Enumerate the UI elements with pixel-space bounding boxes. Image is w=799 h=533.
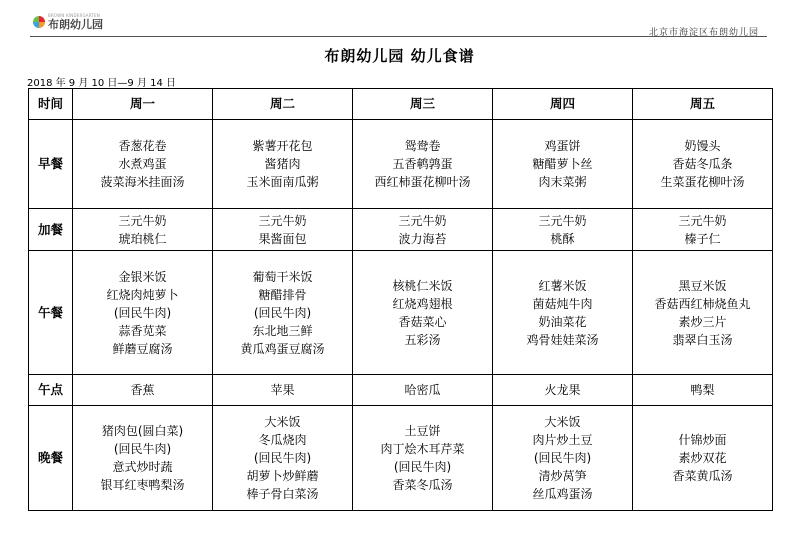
dish-item: 苹果 (270, 383, 295, 397)
dish-item: 哈密瓜 (404, 383, 441, 397)
menu-cell (353, 375, 493, 406)
dish-item: 奶馒头 (684, 139, 721, 153)
meal-label: 加餐 (29, 209, 73, 251)
dish-item: 冬瓜烧肉 (258, 433, 307, 447)
day-header-friday: 周五 (633, 89, 773, 120)
dish-item: (回民牛肉) (253, 305, 312, 320)
dish-item: 鸳鸯卷 (404, 139, 441, 153)
dish-item: 三元牛奶 (258, 213, 307, 228)
dish-item: 五香鹌鹑蛋 (392, 157, 453, 171)
dish-item: 火龙果 (544, 383, 581, 397)
menu-cell (353, 251, 493, 375)
menu-cell (633, 120, 773, 209)
page-title: 布朗幼儿园 幼儿食谱 (324, 47, 475, 65)
dish-item: 香葱花卷 (118, 139, 167, 153)
dish-item: 肉丁烩木耳芹菜 (380, 442, 465, 456)
dish-item: 生菜蛋花柳叶汤 (660, 175, 745, 189)
dish-item: 丝瓜鸡蛋汤 (532, 487, 593, 501)
dish-item: 奶油菜花 (538, 314, 587, 329)
logo-emblem-icon (33, 16, 45, 28)
kindergarten-logo (33, 14, 103, 30)
dish-item: 紫薯开花包 (252, 139, 313, 153)
dish-item: 鸡骨娃娃菜汤 (526, 332, 599, 347)
dish-item: 红烧肉炖萝卜 (106, 287, 179, 302)
dish-item: 西红柿蛋花柳叶汤 (374, 175, 471, 189)
dish-item: 果酱面包 (258, 231, 307, 246)
menu-cell (633, 251, 773, 375)
dish-item: 鸭梨 (690, 383, 715, 397)
dish-item: (回民牛肉) (253, 451, 312, 465)
dish-item: 三元牛奶 (678, 213, 727, 228)
header-divider (30, 36, 767, 37)
dish-item: 三元牛奶 (398, 213, 447, 228)
dish-item: 红烧鸡翅根 (392, 296, 453, 311)
weekly-menu-table (28, 88, 773, 511)
menu-cell (493, 406, 633, 511)
meal-row-snack (29, 209, 773, 251)
menu-cell (73, 209, 213, 251)
dish-item: 香菇菜心 (398, 314, 447, 329)
dish-item: 鲜蘑豆腐汤 (112, 341, 173, 356)
date-range: 2018 年 9 月 10 日—9 月 14 日 (27, 78, 177, 89)
menu-cell (213, 406, 353, 511)
dish-item: 胡萝卜炒鲜蘑 (246, 469, 319, 483)
menu-cell (353, 209, 493, 251)
menu-cell (493, 375, 633, 406)
dish-item: 什锦炒面 (678, 433, 727, 447)
table-header-row (29, 89, 773, 120)
dish-item: (回民牛肉) (113, 442, 172, 456)
meal-label: 午点 (29, 375, 73, 406)
meal-label: 早餐 (29, 120, 73, 209)
dish-item: 肉末菜粥 (538, 175, 587, 189)
day-header-thursday: 周四 (493, 89, 633, 120)
dish-item: 金银米饭 (118, 269, 167, 284)
menu-cell (73, 375, 213, 406)
corner-header: 时间 (29, 89, 73, 120)
dish-item: 三元牛奶 (538, 213, 587, 228)
header-address: 北京市海淀区布朗幼儿园 (648, 28, 759, 38)
dish-item: 波力海苔 (398, 231, 447, 246)
logo-name: 布朗幼儿园 (48, 18, 103, 31)
meal-row-dinner (29, 406, 773, 511)
dish-item: 榛子仁 (684, 231, 721, 246)
dish-item: 香菜冬瓜汤 (392, 478, 453, 492)
dish-item: 香菇冬瓜条 (672, 157, 733, 171)
day-header-tuesday: 周二 (213, 89, 353, 120)
menu-cell (493, 251, 633, 375)
dish-item: 鸡蛋饼 (544, 139, 581, 153)
dish-item: 棒子骨白菜汤 (246, 487, 319, 501)
dish-item: 玉米面南瓜粥 (246, 175, 319, 189)
meal-row-afternoon-snack (29, 375, 773, 406)
dish-item: 大米饭 (264, 415, 301, 429)
dish-item: 糖醋排骨 (258, 287, 307, 302)
dish-item: 菌菇炖牛肉 (532, 296, 593, 311)
dish-item: 黑豆米饭 (678, 278, 727, 293)
dish-item: (回民牛肉) (113, 305, 172, 320)
menu-cell (73, 406, 213, 511)
dish-item: 翡翠白玉汤 (672, 332, 733, 347)
dish-item: 大米饭 (544, 415, 581, 429)
dish-item: 核桃仁米饭 (392, 278, 453, 293)
dish-item: 蒜香苋菜 (118, 323, 167, 338)
meal-row-lunch (29, 251, 773, 375)
menu-cell (213, 209, 353, 251)
menu-cell (633, 406, 773, 511)
dish-item: 素炒三片 (678, 314, 727, 329)
dish-item: 东北地三鲜 (252, 323, 313, 338)
dish-item: 三元牛奶 (118, 213, 167, 228)
menu-cell (633, 209, 773, 251)
dish-item: (回民牛肉) (393, 460, 452, 474)
dish-item: 银耳红枣鸭梨汤 (100, 478, 185, 492)
menu-cell (353, 120, 493, 209)
dish-item: 土豆饼 (404, 424, 441, 438)
menu-cell (213, 375, 353, 406)
dish-item: 意式炒时蔬 (112, 460, 173, 474)
menu-cell (493, 120, 633, 209)
dish-item: 香菜黄瓜汤 (672, 469, 733, 483)
dish-item: (回民牛肉) (533, 451, 592, 465)
day-header-wednesday: 周三 (353, 89, 493, 120)
menu-cell (73, 251, 213, 375)
meal-label: 晚餐 (29, 406, 73, 511)
dish-item: 葡萄干米饭 (252, 269, 313, 284)
dish-item: 菠菜海米挂面汤 (100, 175, 185, 189)
meal-label: 午餐 (29, 251, 73, 375)
dish-item: 黄瓜鸡蛋豆腐汤 (240, 341, 325, 356)
logo-subtitle: BROWN KINDERGARTEN (48, 13, 100, 18)
menu-cell (213, 251, 353, 375)
dish-item: 桃酥 (550, 231, 575, 246)
dish-item: 水煮鸡蛋 (118, 157, 167, 171)
menu-cell (493, 209, 633, 251)
dish-item: 香菇西红柿烧鱼丸 (654, 296, 751, 311)
dish-item: 清炒莴笋 (538, 469, 587, 483)
menu-cell (633, 375, 773, 406)
dish-item: 酱猪肉 (264, 157, 301, 171)
dish-item: 香蕉 (130, 383, 155, 397)
dish-item: 肉片炒土豆 (532, 433, 593, 447)
dish-item: 红薯米饭 (538, 278, 587, 293)
meal-row-breakfast (29, 120, 773, 209)
menu-cell (213, 120, 353, 209)
dish-item: 糖醋萝卜丝 (532, 157, 593, 171)
dish-item: 素炒双花 (678, 451, 727, 465)
dish-item: 琥珀桃仁 (118, 231, 167, 246)
dish-item: 五彩汤 (404, 332, 441, 347)
menu-cell (73, 120, 213, 209)
dish-item: 猪肉包(圆白菜) (101, 424, 184, 438)
menu-cell (353, 406, 493, 511)
day-header-monday: 周一 (73, 89, 213, 120)
